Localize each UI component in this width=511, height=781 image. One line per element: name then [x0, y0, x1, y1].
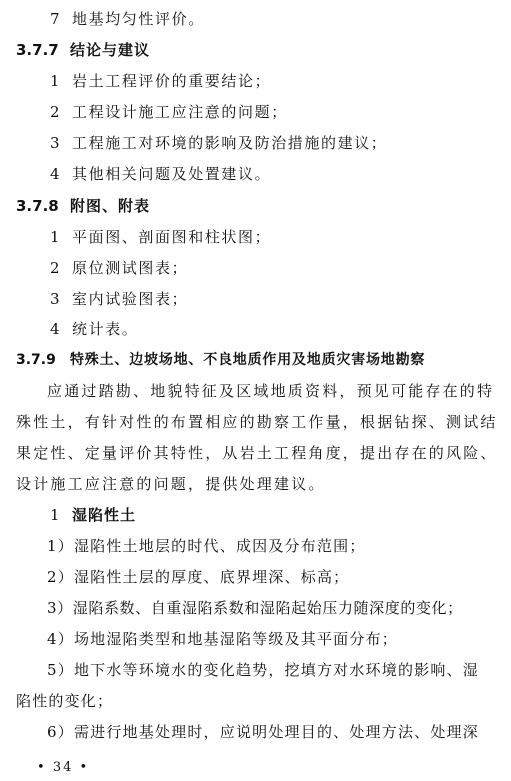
item-number: 2 — [50, 103, 60, 121]
section-heading — [16, 40, 150, 60]
item-number: 3 — [50, 134, 60, 152]
page-number: 34 — [52, 760, 74, 775]
subsection-heading — [50, 505, 136, 525]
item-text: 其他相关问题及处置建议。 — [72, 165, 272, 183]
item-number: 2 — [50, 259, 60, 277]
list-item — [50, 227, 271, 247]
item-text: 原位测试图表； — [72, 259, 189, 277]
list-item — [50, 9, 205, 29]
item-text: 统计表。 — [72, 320, 139, 338]
item-number: 1 — [50, 72, 60, 90]
item-number: 4 — [50, 165, 60, 183]
item-text: 平面图、剖面图和柱状图； — [72, 228, 272, 246]
item-text: 工程施工对环境的影响及防治措施的建议； — [72, 134, 388, 152]
paragraph-line: 应通过踏勘、地貌特征及区域地质资料，预见可能存在的特 — [47, 382, 495, 400]
list-item: 3）湿陷系数、自重湿陷系数和湿陷起始压力随深度的变化； — [47, 599, 463, 617]
section-number: 3.7.8 — [16, 197, 59, 215]
section-title: 结论与建议 — [70, 41, 151, 59]
bullet-dot: • — [79, 760, 90, 775]
list-item — [50, 102, 288, 122]
section-title: 特殊土、边坡场地、不良地质作用及地质灾害场地勘察 — [70, 352, 426, 368]
list-item — [50, 289, 188, 309]
paragraph-line: 果定性、定量评价其特性，从岩土工程角度，提出存在的风险、 — [16, 444, 498, 462]
list-item: 5）地下水等环境水的变化趋势，挖填方对水环境的影响、湿 — [47, 661, 479, 679]
section-number: 3.7.7 — [16, 41, 59, 59]
item-number: 4 — [50, 320, 60, 338]
subsection-title: 湿陷性土 — [72, 506, 137, 524]
item-number: 7 — [50, 10, 60, 28]
section-title: 附图、附表 — [70, 197, 151, 215]
item-text: 工程设计施工应注意的问题； — [72, 103, 288, 121]
section-heading — [16, 350, 425, 370]
section-heading — [16, 196, 150, 216]
item-text: 地基均匀性评价。 — [72, 10, 205, 28]
section-number: 3.7.9 — [16, 352, 56, 368]
item-text: 室内试验图表； — [72, 290, 189, 308]
list-item — [50, 319, 138, 339]
list-item — [50, 133, 387, 153]
list-item-continuation: 陷性的变化； — [16, 692, 114, 710]
bullet-dot: • — [37, 760, 47, 775]
list-item — [50, 164, 271, 184]
list-item — [50, 71, 271, 91]
list-item — [50, 258, 188, 278]
page-footer — [37, 760, 89, 776]
item-number: 1 — [50, 506, 60, 524]
item-number: 1 — [50, 228, 60, 246]
paragraph-line: 设计施工应注意的问题，提供处理建议。 — [16, 475, 326, 493]
list-item: 6）需进行地基处理时，应说明处理目的、处理方法、处理深 — [47, 723, 479, 741]
item-number: 3 — [50, 290, 60, 308]
list-item: 1）湿陷性土地层的时代、成因及分布范围； — [47, 537, 366, 555]
list-item: 4）场地湿陷类型和地基湿陷等级及其平面分布； — [47, 630, 398, 648]
item-text: 岩土工程评价的重要结论； — [72, 72, 272, 90]
list-item: 2）湿陷性土层的厚度、底界埋深、标高； — [47, 568, 350, 586]
paragraph-line: 殊性土，有针对性的布置相应的勘察工作量，根据钻探、测试结 — [16, 413, 498, 431]
